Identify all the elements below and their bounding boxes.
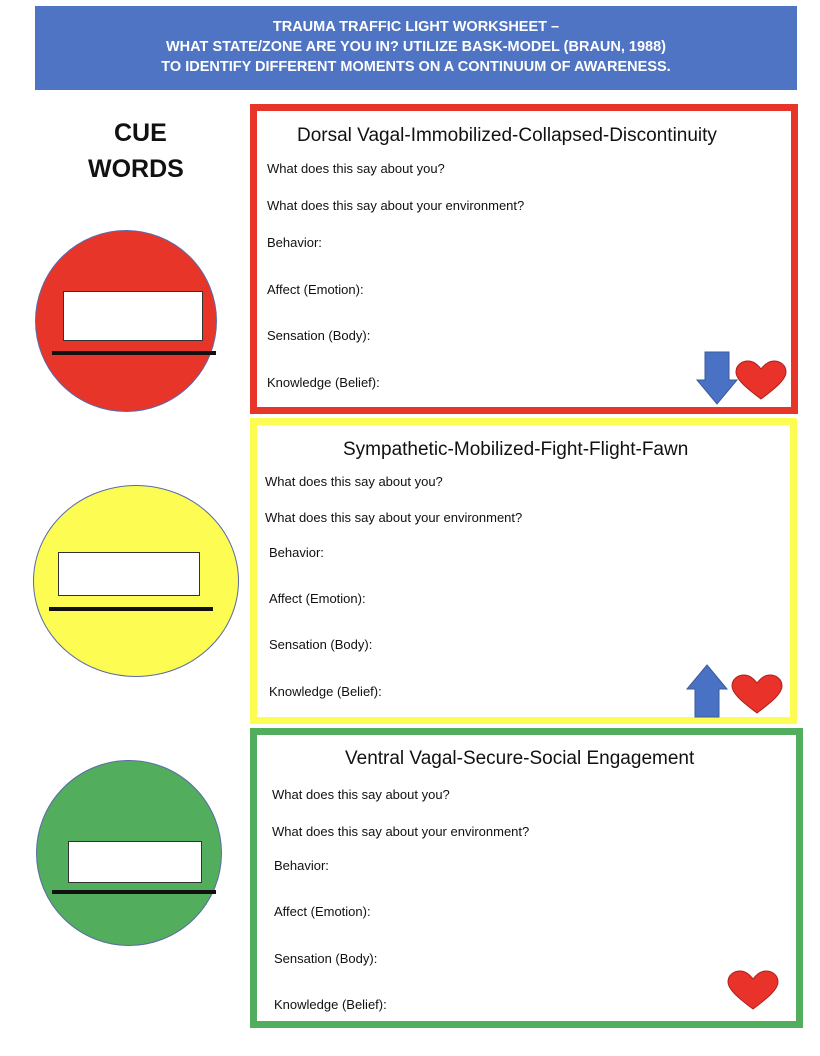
knowledge-label: Knowledge (Belief): bbox=[269, 684, 382, 699]
sensation-label: Sensation (Body): bbox=[274, 951, 378, 966]
affect-label: Affect (Emotion): bbox=[269, 591, 366, 606]
down-arrow-icon bbox=[697, 352, 737, 404]
header-line-1: TRAUMA TRAFFIC LIGHT WORKSHEET – bbox=[272, 19, 560, 35]
question-about-you: What does this say about you? bbox=[272, 787, 450, 802]
yellow-cue-underline bbox=[49, 607, 213, 611]
cue-words-line-1: CUE bbox=[114, 119, 167, 147]
affect-label: Affect (Emotion): bbox=[274, 904, 371, 919]
green-light-circle bbox=[36, 760, 222, 946]
zone-title: Sympathetic-Mobilized-Fight-Flight-Fawn bbox=[343, 439, 689, 460]
red-cue-underline bbox=[52, 351, 216, 355]
question-about-you: What does this say about you? bbox=[267, 161, 445, 176]
zone-title: Dorsal Vagal-Immobilized-Collapsed-Discontinuity bbox=[297, 125, 717, 146]
yellow-light-circle bbox=[33, 485, 239, 677]
red-light-circle bbox=[35, 230, 217, 412]
heart-icon bbox=[731, 675, 783, 715]
question-about-environment: What does this say about your environment? bbox=[272, 824, 530, 839]
worksheet-header bbox=[35, 6, 797, 90]
sensation-label: Sensation (Body): bbox=[269, 637, 373, 652]
question-about-environment: What does this say about your environment? bbox=[267, 198, 525, 213]
zone-title: Ventral Vagal-Secure-Social Engagement bbox=[345, 748, 695, 769]
sensation-label: Sensation (Body): bbox=[267, 328, 371, 343]
header-line-3: TO IDENTIFY DIFFERENT MOMENTS ON A CONTINUUM OF AWARENESS. bbox=[161, 59, 671, 75]
yellow-cue-word-field[interactable] bbox=[58, 552, 200, 596]
cue-words-line-2: WORDS bbox=[88, 155, 184, 183]
header-line-2: WHAT STATE/ZONE ARE YOU IN? UTILIZE BASK-MODEL (BRAUN, 1988) bbox=[166, 39, 666, 55]
behavior-label: Behavior: bbox=[274, 858, 329, 873]
up-arrow-icon bbox=[687, 665, 727, 717]
knowledge-label: Knowledge (Belief): bbox=[274, 997, 387, 1012]
dorsal-vagal-zone-panel bbox=[250, 104, 798, 414]
sympathetic-zone-panel bbox=[250, 418, 797, 724]
green-cue-underline bbox=[52, 890, 216, 894]
heart-icon bbox=[727, 971, 779, 1011]
question-about-environment: What does this say about your environment? bbox=[265, 510, 523, 525]
behavior-label: Behavior: bbox=[267, 235, 322, 250]
knowledge-label: Knowledge (Belief): bbox=[267, 375, 380, 390]
red-cue-word-field[interactable] bbox=[63, 291, 203, 341]
cue-words-label bbox=[88, 115, 208, 187]
question-about-you: What does this say about you? bbox=[265, 474, 443, 489]
ventral-vagal-zone-panel bbox=[250, 728, 803, 1028]
behavior-label: Behavior: bbox=[269, 545, 324, 560]
heart-icon bbox=[735, 361, 787, 401]
affect-label: Affect (Emotion): bbox=[267, 282, 364, 297]
green-cue-word-field[interactable] bbox=[68, 841, 202, 883]
